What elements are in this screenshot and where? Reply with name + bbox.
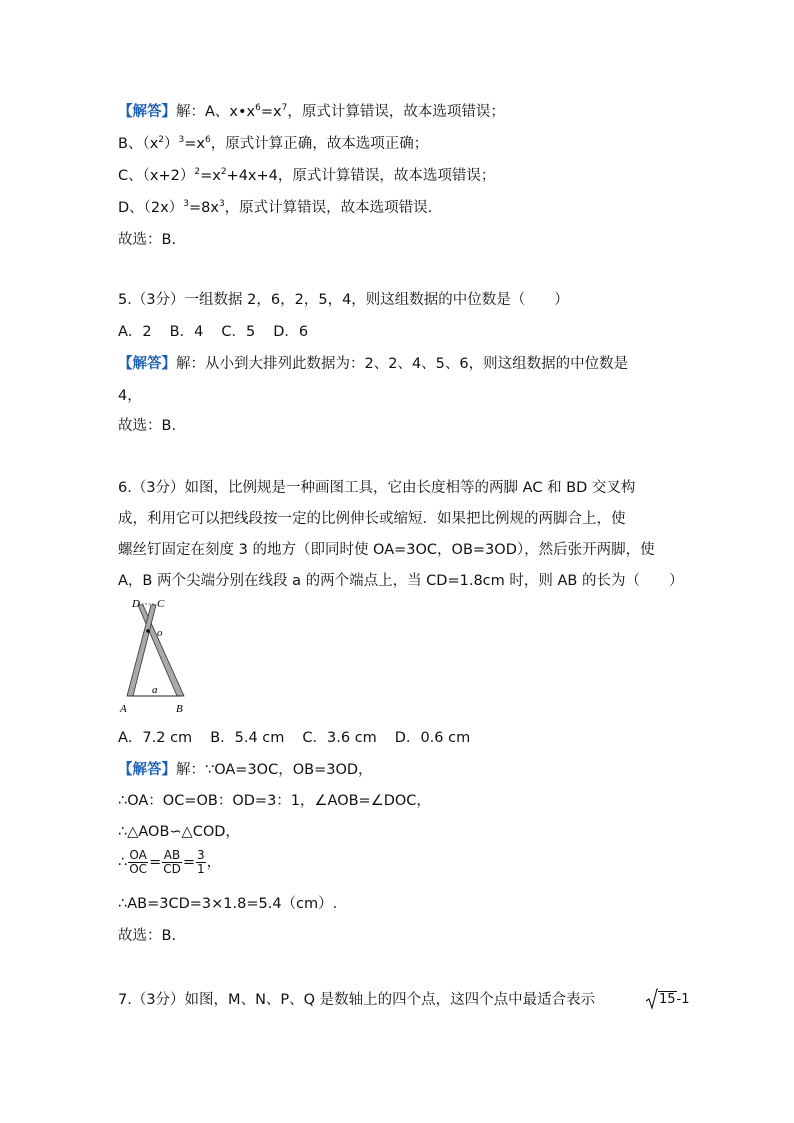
q5-option-d: D．6 <box>273 324 309 340</box>
q6-solution-line-4: ∴ $\frac{OA}{OC}$ = $\frac{AB}{CD}$ = $\frac{3}{1}$ ， <box>118 848 222 876</box>
q4-solution-line-c: C、$(x+2)^2=x^2+4x+4$，原式计算错误，故本选项错误； <box>118 167 496 184</box>
label-a-segment: a <box>152 684 158 696</box>
sqrt-sign-icon <box>646 988 658 1010</box>
solution-tag: 【解答】 <box>118 762 176 778</box>
q5-option-b: B．4 <box>169 324 204 340</box>
compass-leg-ac <box>127 605 156 696</box>
q4-answer: 故选：B. <box>118 232 177 248</box>
proportional-compass-figure <box>116 596 196 718</box>
q5-solution-line-2: 4， <box>118 388 142 404</box>
label-o: o <box>157 627 163 639</box>
q4-solution-line-d: D、$(2x)^3=8x^3$，原式计算错误，故本选项错误. <box>118 199 433 216</box>
q6-option-c: C．3.6 cm <box>302 730 377 746</box>
q5-option-a: A．2 <box>118 324 152 340</box>
label-a: A <box>120 703 127 715</box>
pivot-o <box>146 629 150 633</box>
q6-question-line-3: 螺丝钉固定在刻度 3 的地方（即同时使 OA=3OC，OB=3OD），然后张开两脚，使 <box>118 542 655 558</box>
q6-option-a: A．7.2 cm <box>118 730 193 746</box>
q6-solution-line-2: ∴OA：OC=OB：OD=3：1，∠AOB=∠DOC， <box>118 793 431 809</box>
sqrt-expression: 15-1 <box>646 988 690 1010</box>
q6-question-line-1: 6.（3分）如图，比例规是一种画图工具，它由长度相等的两脚 AC 和 BD 交叉构 <box>118 480 636 496</box>
fraction-3-1: $\frac{3}{1}$ <box>197 848 205 876</box>
solution-tag: 【解答】 <box>118 104 176 120</box>
q5-answer: 故选：B. <box>118 418 177 434</box>
q5-options <box>118 322 326 342</box>
q6-solution-line-1: 【解答】解：∵OA=3OC，OB=3OD， <box>118 762 373 778</box>
q4-solution-line-a: 【解答】解：A、$x•x^6=x^7$，原式计算错误，故本选项错误； <box>118 103 505 120</box>
label-d: D <box>132 598 140 610</box>
solution-tag: 【解答】 <box>118 356 176 372</box>
q6-options <box>118 728 488 748</box>
q6-option-b: B．5.4 cm <box>210 730 285 746</box>
q6-question-line-2: 成，利用它可以把线段按一定的比例伸长或缩短．如果把比例规的两脚合上，使 <box>118 511 626 527</box>
fraction-oa-oc: $\frac{OA}{OC}$ <box>129 848 148 876</box>
q5-option-c: C．5 <box>221 324 256 340</box>
q6-option-d: D．0.6 cm <box>394 730 471 746</box>
q5-solution-line-1: 【解答】解：从小到大排列此数据为：2、2、4、5、6，则这组数据的中位数是 <box>118 356 629 372</box>
q6-solution-line-5: ∴AB=3CD=3×1.8=5.4（cm）. <box>118 896 338 912</box>
sqrt-radicand: 15 <box>659 992 676 1007</box>
q6-answer: 故选：B. <box>118 928 177 944</box>
q5-question: 5.（3分）一组数据 2，6，2，5，4，则这组数据的中位数是（ ） <box>118 292 569 308</box>
q6-solution-line-3: ∴△AOB∽△COD， <box>118 824 240 840</box>
fraction-ab-cd: $\frac{AB}{CD}$ <box>163 848 181 876</box>
q4-solution-line-b: B、$(x^2)^3=x^6$，原式计算正确，故本选项正确； <box>118 135 429 152</box>
label-b: B <box>176 703 183 715</box>
q6-question-line-4: A，B 两个尖端分别在线段 a 的两个端点上，当 CD=1.8cm 时，则 AB 的长为（ ） <box>118 573 684 589</box>
q7-question-line-1: 7.（3分）如图，M、N、P、Q 是数轴上的四个点，这四个点中最适合表示 <box>118 992 596 1008</box>
label-c: C <box>157 598 165 610</box>
